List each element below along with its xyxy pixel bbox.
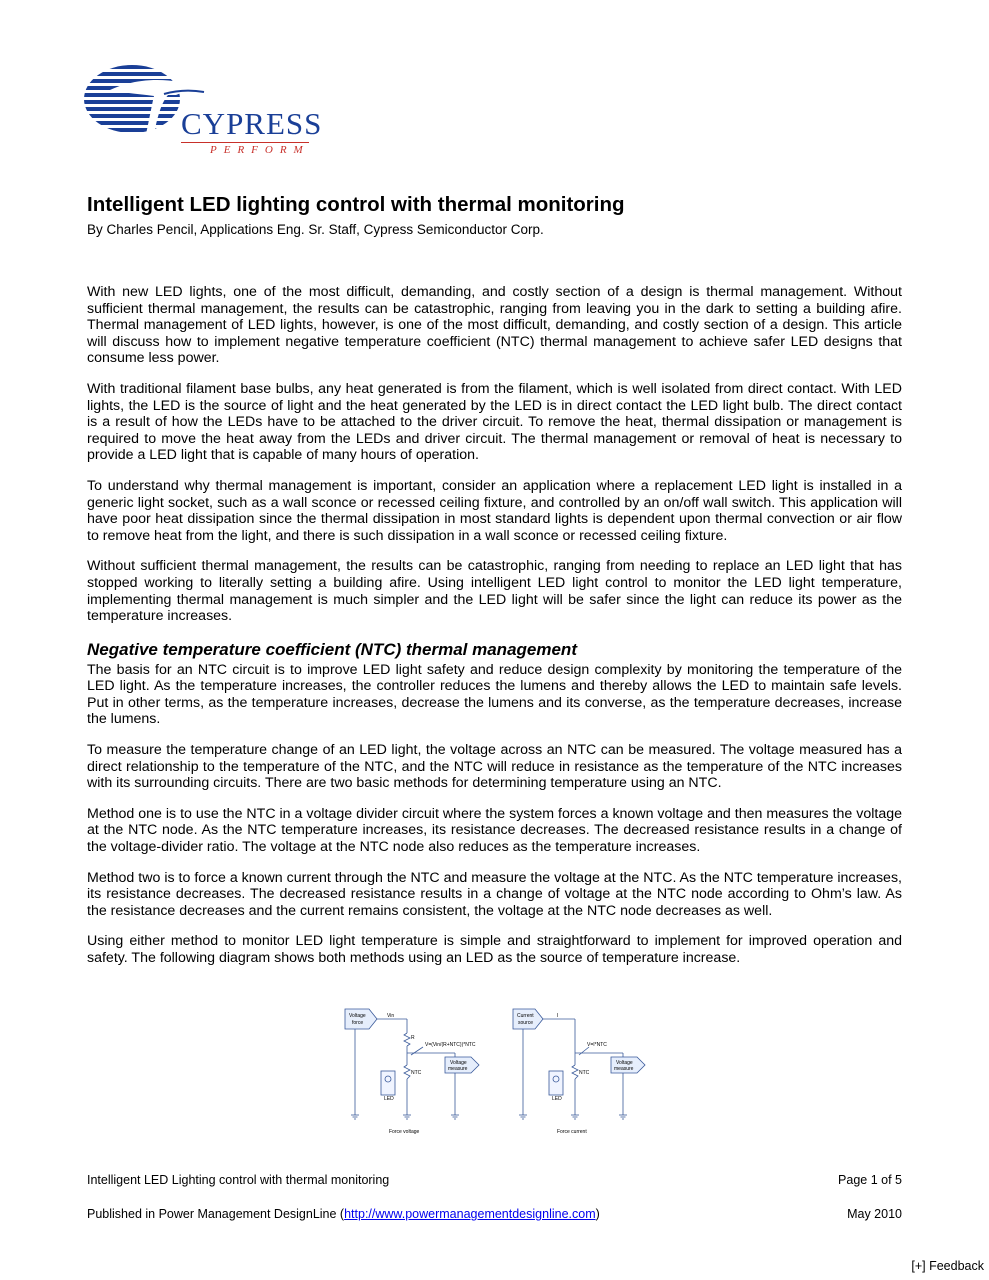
logo-divider — [181, 142, 309, 143]
right-measure-label-1: Voltage — [616, 1060, 633, 1066]
right-measure-label-2: measure — [614, 1066, 634, 1072]
right-current-label: I — [557, 1013, 559, 1019]
left-source-label-1: Voltage — [349, 1013, 366, 1019]
section-heading: Negative temperature coefficient (NTC) thermal management — [87, 639, 577, 659]
left-measure-label-1: Voltage — [450, 1060, 467, 1066]
paragraph: With new LED lights, one of the most difficult, demanding, and costly section of a design is thermal management. Without sufficient thermal management, the results can be catastrophic, ranging from leaving you in the dark to setting a building afire. Thermal management of LED lights, however, is one of the most difficult, demanding, and costly section of a design. This article will discuss how to implement negative temperature coefficient (NTC) thermal management to achieve safer LED designs that consume less power. — [87, 284, 902, 367]
article-body — [87, 284, 902, 981]
page-footer-row-2 — [87, 1207, 902, 1221]
paragraph: Method one is to use the NTC in a voltage divider circuit where the system forces a known voltage and then measures the voltage at the NTC node. As the NTC temperature increases, its resistance decreases. The decreased resistance results in a change of the voltage-divider ratio. The voltage at the NTC node also reduces as the temperature increases. — [87, 805, 902, 856]
page-number: Page 1 of 5 — [838, 1173, 902, 1187]
paragraph: To measure the temperature change of an LED light, the voltage across an NTC can be measured. The voltage measured has a direct relationship to the temperature of the NTC, and the NTC will reduce in resistance as the temperature of the NTC increases with its surrounding circuits. There are two basic methods for determining temperature using an NTC. — [87, 742, 902, 792]
force-current-circuit — [513, 1009, 645, 1135]
right-caption: Force current — [557, 1129, 587, 1135]
left-formula-label: V=(Vin/(R+NTC))*NTC — [425, 1042, 476, 1048]
left-source-label-2: force — [352, 1020, 364, 1026]
paragraph: Method two is to force a known current through the NTC and measure the voltage at the NTC. As the NTC temperature increases, its resistance decreases. The decreased resistance results in a change of voltage at the NTC node according to Ohm’s law. As the resistance decreases and the current remains consistent, the voltage at the NTC node decreases as well. — [87, 869, 902, 919]
ntc-circuit-diagram — [335, 1003, 665, 1138]
right-led-label: LED — [552, 1096, 562, 1102]
cypress-tagline: PERFORM — [210, 144, 310, 156]
page-footer-row-1 — [87, 1173, 902, 1187]
left-vin-label: Vin — [387, 1013, 395, 1019]
publisher-link[interactable]: http://www.powermanagementdesignline.com — [344, 1207, 596, 1221]
left-measure-label-2: measure — [448, 1066, 468, 1072]
force-voltage-circuit — [345, 1009, 479, 1135]
publication-date: May 2010 — [847, 1207, 902, 1221]
article-title: Intelligent LED lighting control with thermal monitoring — [87, 193, 625, 216]
feedback-link[interactable]: [+] Feedback — [911, 1259, 984, 1273]
paragraph: The basis for an NTC circuit is to improve LED light safety and reduce design complexity by monitoring the temperature of the LED light. As the temperature increases, the controller reduces the lumens and thereby allows the LED to maintain safe levels. Put in other terms, as the temperature increases, decrease the lumens and its converse, as the temperature decreases, increase the lumens. — [87, 661, 902, 728]
paragraph: Without sufficient thermal management, the results can be catastrophic, ranging from needing to replace an LED light that has stopped working to literally setting a building afire. Using intelligent LED light control to monitor the LED light temperature, implementing thermal management is much simpler and the LED light will be safer since the light can reduce its power as the temperature increases. — [87, 558, 902, 625]
article-byline: By Charles Pencil, Applications Eng. Sr. Staff, Cypress Semiconductor Corp. — [87, 222, 544, 237]
left-ntc-label: NTC — [411, 1070, 422, 1076]
footer-title: Intelligent LED Lighting control with thermal monitoring — [87, 1173, 390, 1187]
paragraph: Using either method to monitor LED light temperature is simple and straightforward to implement for improved operation and safety. The following diagram shows both methods using an LED as the source of temperature increase. — [87, 933, 902, 966]
right-ntc-label: NTC — [579, 1070, 590, 1076]
right-source-label-2: source — [518, 1020, 534, 1026]
right-formula-label: V=I*NTC — [587, 1042, 607, 1048]
left-resistor-label: R — [411, 1035, 415, 1041]
published-suffix: ) — [595, 1207, 600, 1221]
left-caption: Force voltage — [389, 1129, 420, 1135]
right-source-label-1: Current — [517, 1013, 534, 1019]
cypress-wordmark: CYPRESS — [181, 106, 323, 141]
paragraph: To understand why thermal management is important, consider an application where a replacement LED light is installed in a generic light socket, such as a wall sconce or recessed ceiling fixture, and controlled by an on/off wall switch. This application will have poor heat dissipation since the thermal dissipation in most standard lights is dependent upon thermal convection or air flow to remove heat from the light, and there is such dissipation in a wall sconce or recessed ceiling fixture. — [87, 477, 902, 544]
left-led-label: LED — [384, 1096, 394, 1102]
published-prefix: Published in Power Management DesignLine ( — [87, 1207, 345, 1221]
paragraph: With traditional filament base bulbs, any heat generated is from the filament, which is well isolated from direct contact. With LED lights, the LED is the source of light and the heat generated by the LED is in direct contact the LED light bulb. The direct contact is a result of how the LEDs have to be attached to the driver circuit. To remove the heat, thermal dissipation or management is required to move the heat away from the LEDs and driver circuit. The thermal management or removal of heat is necessary to provide a LED light that is capable of many hours of operation. — [87, 380, 902, 464]
